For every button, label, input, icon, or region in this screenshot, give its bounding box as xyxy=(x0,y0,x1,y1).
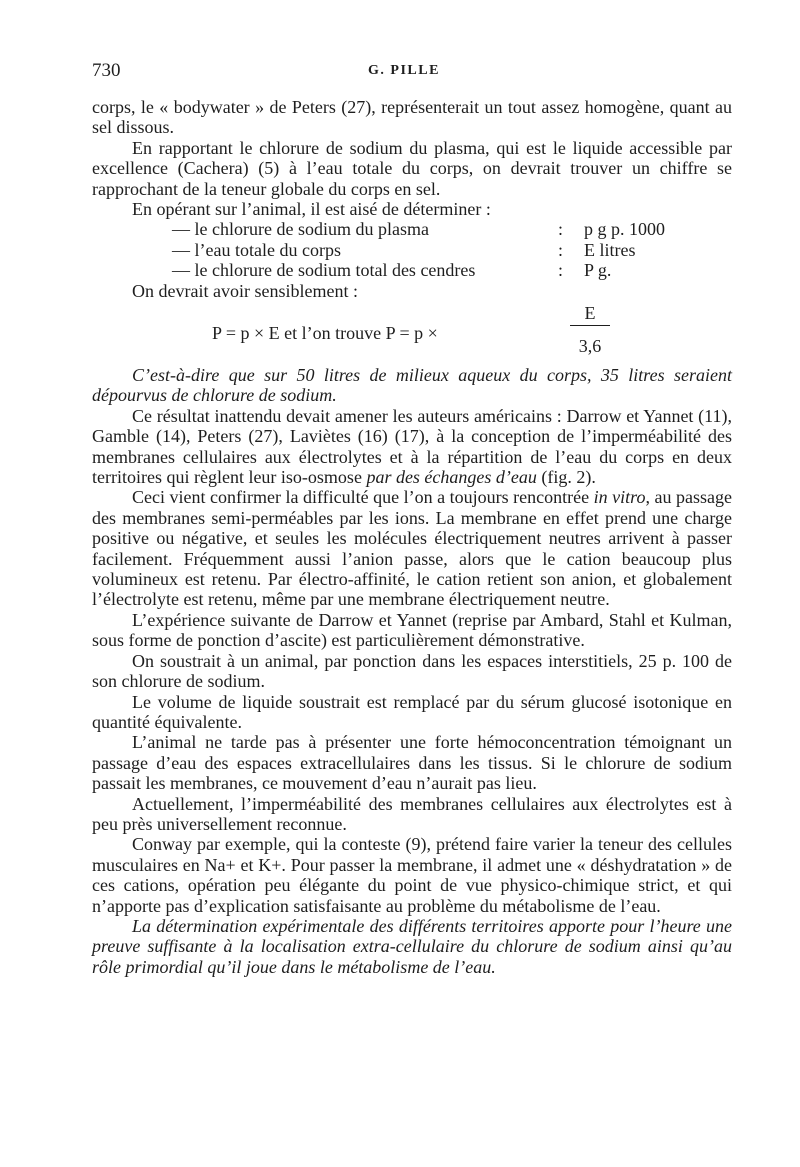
formula-fraction xyxy=(570,303,610,356)
list-item: — le chlorure de sodium total des cendres : P g. xyxy=(172,260,612,281)
list-item-label: — l’eau totale du corps xyxy=(172,239,341,260)
list-item: — l’eau totale du corps : E litres xyxy=(172,239,636,260)
paragraph-7: Ceci vient confirmer la difficulté que l’on a toujours rencontrée in vitro, au passage des membranes semi-perméables par les ions. La membrane en effet prend une charge positive ou négative, et seules les molécules électriquement neutres arrivent à passer facilement. Fréquemment aussi l’anion passe, alors que le cation beaucoup plus volumineux est retenu. Par électro-affinité, le cation retient son anion, et globalement l’électrolyte est retenu, même par une membrane électriquement neutre. xyxy=(92,487,732,610)
measurement-list xyxy=(172,219,732,280)
paragraph-2: En rapportant le chlorure de sodium du plasma, qui est le liquide accessible par excellence (Cachera) (5) à l’eau totale du corps, on devrait trouver un chiffre se rapprochant de la teneur globale du corps en sel. xyxy=(92,137,732,199)
list-item-label: — le chlorure de sodium total des cendres xyxy=(172,260,476,281)
list-item-value: E litres xyxy=(584,239,636,260)
page-number: 730 xyxy=(92,60,121,81)
formula-numerator: E xyxy=(584,303,596,324)
list-item-label: — le chlorure de sodium du plasma xyxy=(172,219,429,240)
paragraph-12: Actuellement, l’imperméabilité des membranes cellulaires aux électrolytes est à peu près universellement reconnue. xyxy=(92,793,732,834)
paragraph-8: L’expérience suivante de Darrow et Yannet (reprise par Ambard, Stahl et Kulman, sous forme de ponction d’ascite) est particulièrement démonstrative. xyxy=(92,609,732,651)
paragraph-11: L’animal ne tarde pas à présenter une forte hémoconcentration témoignant un passage d’eau des espaces extracellulaires dans les tissus. Si le chlorure de sodium passait les membranes, ce mouvement d’eau n’aurait pas lieu. xyxy=(92,732,732,794)
paragraph-13: Conway par exemple, qui la conteste (9), prétend faire varier la teneur des cellules musculaires en Na+ et K+. Pour passer la membrane, il admet une « déshydratation » de ces cations, opération peu élégante du point de vue physico-chimique strict, et qui n’apporte pas d’explication satisfaisante au problème du métabolisme de l’eau. xyxy=(92,834,732,916)
list-item-value: p g p. 1000 xyxy=(584,219,665,240)
formula xyxy=(92,301,732,365)
paragraph-1: corps, le « bodywater » de Peters (27), représenterait un tout assez homogène, quant au sel dissous. xyxy=(92,97,732,138)
emphasis-text: in vitro xyxy=(593,487,646,508)
page-header xyxy=(92,60,732,86)
paragraph-3: En opérant sur l’animal, il est aisé de déterminer : xyxy=(132,199,491,220)
fraction-bar xyxy=(570,325,610,326)
paragraph-10: Le volume de liquide soustrait est remplacé par du sérum glucosé isotonique en quantité équivalente. xyxy=(92,691,732,732)
paragraph-4: On devrait avoir sensiblement : xyxy=(132,280,358,301)
emphasis-text: par des échanges d’eau xyxy=(366,467,537,488)
paragraph-6: Ce résultat inattendu devait amener les auteurs américains : Darrow et Yannet (11), Gamble (14), Peters (27), Laviètes (16) (17), à la conception de l’imperméabilité des membranes cellulaires aux électrolytes et à la répartition de l’eau du corps en deux territoires qui règlent leur iso-osmose par des échanges d’eau (fig. 2). xyxy=(92,405,732,488)
paragraph-14: La détermination expérimentale des différents territoires apporte pour l’heure une preuve suffisante à la localisation extra-cellulaire du chlorure de sodium ainsi qu’au rôle primordial qu’il joue dans le métabolisme de l’eau. xyxy=(92,915,732,977)
list-item: — le chlorure de sodium du plasma : p g p. 1000 xyxy=(172,219,665,240)
paragraph-5: C’est-à-dire que sur 50 litres de milieux aqueux du corps, 35 litres seraient dépourvus de chlorure de sodium. xyxy=(92,365,732,406)
body-text xyxy=(92,97,732,977)
running-head: G. PILLE xyxy=(368,63,440,78)
paragraph-9: On soustrait à un animal, par ponction dans les espaces interstitiels, 25 p. 100 de son chlorure de sodium. xyxy=(92,650,732,692)
formula-denominator: 3,6 xyxy=(578,336,602,357)
list-item-value: P g. xyxy=(584,260,612,281)
formula-lhs: P = p × E et l’on trouve P = p × xyxy=(212,323,438,344)
